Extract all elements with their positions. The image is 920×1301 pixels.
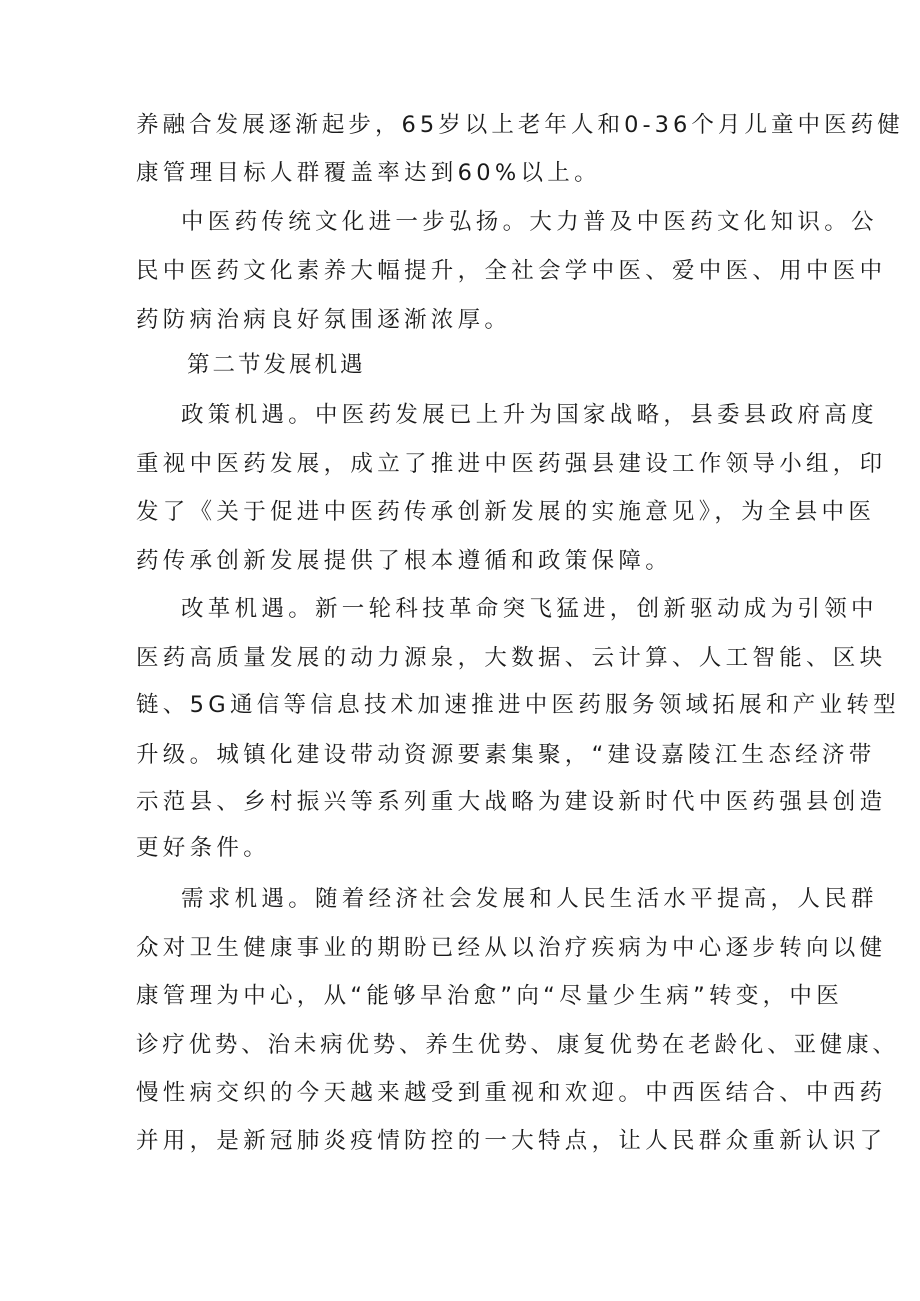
text-line: 康管理目标人群覆盖率达到60%以上。: [136, 160, 601, 186]
text-line: 示范县、乡村振兴等系列重大战略为建设新时代中医药强县创造: [136, 789, 887, 815]
paragraph-first-line: 需求机遇。随着经济社会发展和人民生活水平提高，人民群: [181, 886, 878, 912]
text-line: 升级。城镇化建设带动资源要素集聚，“建设嘉陵江生态经济带: [136, 742, 876, 768]
text-line: 发了《关于促进中医药传承创新发展的实施意见》，为全县中医: [136, 499, 876, 525]
paragraph-first-line: 中医药传统文化进一步弘扬。大力普及中医药文化知识。公: [181, 209, 878, 235]
text-line: 更好条件。: [136, 835, 271, 861]
paragraph-first-line: 改革机遇。新一轮科技革命突飞猛进，创新驱动成为引领中: [181, 596, 878, 622]
text-line: 诊疗优势、治未病优势、养生优势、康复优势在老龄化、亚健康、: [136, 1032, 899, 1058]
paragraph-first-line: 政策机遇。中医药发展已上升为国家战略，县委县政府高度: [181, 402, 878, 428]
text-line: 康管理为中心，从“能够早治愈”向“尽量少生病”转变，中医: [136, 983, 844, 1009]
text-line: 并用，是新冠肺炎疫情防控的一大特点，让人民群众重新认识了: [136, 1128, 887, 1154]
text-line: 众对卫生健康事业的期盼已经从以治疗疾病为中心逐步转向以健: [136, 935, 887, 961]
text-line: 药防病治病良好氛围逐渐浓厚。: [136, 307, 512, 333]
section-heading: 第二节发展机遇: [187, 352, 366, 378]
text-line: 医药高质量发展的动力源泉，大数据、云计算、人工智能、区块: [136, 645, 887, 671]
text-line: 养融合发展逐渐起步，65岁以上老年人和0-36个月儿童中医药健: [136, 112, 904, 138]
text-line: 链、5G通信等信息技术加速推进中医药服务领域拓展和产业转型: [136, 692, 900, 718]
text-line: 慢性病交织的今天越来越受到重视和欢迎。中西医结合、中西药: [136, 1080, 887, 1106]
text-line: 民中医药文化素养大幅提升，全社会学中医、爱中医、用中医中: [136, 258, 887, 284]
text-line: 药传承创新发展提供了根本遵循和政策保障。: [136, 548, 673, 574]
text-line: 重视中医药发展，成立了推进中医药强县建设工作领导小组，印: [136, 451, 887, 477]
